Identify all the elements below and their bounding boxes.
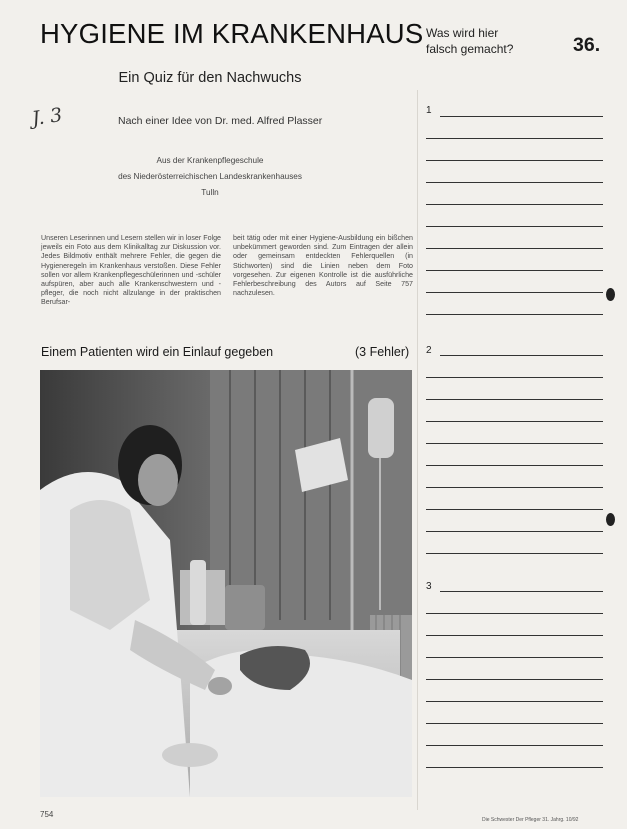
answer-line[interactable] [440, 591, 603, 592]
answer-line[interactable] [426, 182, 603, 183]
answer-line[interactable] [426, 138, 603, 139]
binding-hole-mark [606, 288, 615, 301]
answer-line[interactable] [426, 377, 603, 378]
answer-line[interactable] [426, 553, 603, 554]
source-line: Die Schwester Der Pfleger 31. Jahrg. 10/92 [482, 817, 579, 823]
quiz-number: 36. [573, 34, 601, 56]
quiz-photo [40, 370, 412, 797]
answer-line[interactable] [426, 421, 603, 422]
answer-line[interactable] [426, 226, 603, 227]
answer-line[interactable] [426, 657, 603, 658]
intro-text-left: Unseren Leserinnen und Lesern stellen wir in loser Folge jeweils ein Foto aus dem Klinikalltag zur Diskussion vor. Jedes Bildmotiv enthält mehrere Fehler, die gegen die Hygieneregeln im Krankenhaus verstoßen. Diese Fehler sollen vor allem Krankenpflegeschülerinnen und -schüler aufspüren, aber auch alle Krankenschwestern und -pfleger, die noch nicht allzulange in der praktischen Berufsar- [41, 234, 221, 307]
error-count: (3 Fehler) [355, 345, 410, 359]
answer-line[interactable] [426, 399, 603, 400]
answer-line[interactable] [426, 314, 603, 315]
answer-line[interactable] [426, 248, 603, 249]
answer-line[interactable] [426, 292, 603, 293]
answer-line[interactable] [426, 509, 603, 510]
column-divider [417, 90, 418, 810]
answer-line[interactable] [426, 635, 603, 636]
binding-hole-mark [606, 513, 615, 526]
answer-line[interactable] [426, 613, 603, 614]
school-line-1: Aus der Krankenpflegeschule [156, 156, 264, 165]
answer-line[interactable] [426, 160, 603, 161]
scenario-caption: Einem Patienten wird ein Einlauf gegeben [41, 345, 274, 359]
answer-line[interactable] [426, 443, 603, 444]
school-credit [70, 153, 350, 201]
answer-line[interactable] [426, 723, 603, 724]
answer-line[interactable] [426, 745, 603, 746]
answer-line[interactable] [440, 355, 603, 356]
answer-line[interactable] [426, 465, 603, 466]
school-line-2: des Niederösterreichischen Landeskrankenhauses [118, 172, 302, 181]
handwritten-mark: J. 3 [30, 103, 64, 131]
idea-credit: Nach einer Idee von Dr. med. Alfred Plasser [118, 115, 323, 127]
question-line-1: Was wird hier [426, 26, 499, 40]
answer-line[interactable] [426, 531, 603, 532]
answer-line[interactable] [426, 701, 603, 702]
answer-number-1: 1 [426, 105, 432, 116]
answer-number-3: 3 [426, 581, 432, 592]
answer-line[interactable] [426, 270, 603, 271]
intro-text-right: beit tätig oder mit einer Hygiene-Ausbildung ein bißchen unbekümmert geworden sind. Zum Eintragen der allein oder gemeinsam entdeckten Fehlerquellen (in Stichworten) sind die Linien neben dem Foto vorgesehen. Zur eigenen Kontrolle ist die ausführliche Fehlerbeschreibung des Autors auf Seite 757 nachzulesen. [233, 234, 413, 298]
answer-line[interactable] [426, 679, 603, 680]
photo-illustration [40, 370, 412, 797]
article-subtitle: Ein Quiz für den Nachwuchs [118, 70, 302, 86]
answer-line[interactable] [426, 487, 603, 488]
answer-line[interactable] [426, 767, 603, 768]
school-line-3: Tulln [201, 188, 219, 197]
question-prompt [426, 25, 513, 57]
answer-line[interactable] [426, 204, 603, 205]
page-number: 754 [40, 810, 54, 819]
answer-number-2: 2 [426, 345, 432, 356]
article-title: HYGIENE IM KRANKENHAUS [40, 18, 424, 49]
question-line-2: falsch gemacht? [426, 42, 514, 56]
answer-line[interactable] [440, 116, 603, 117]
